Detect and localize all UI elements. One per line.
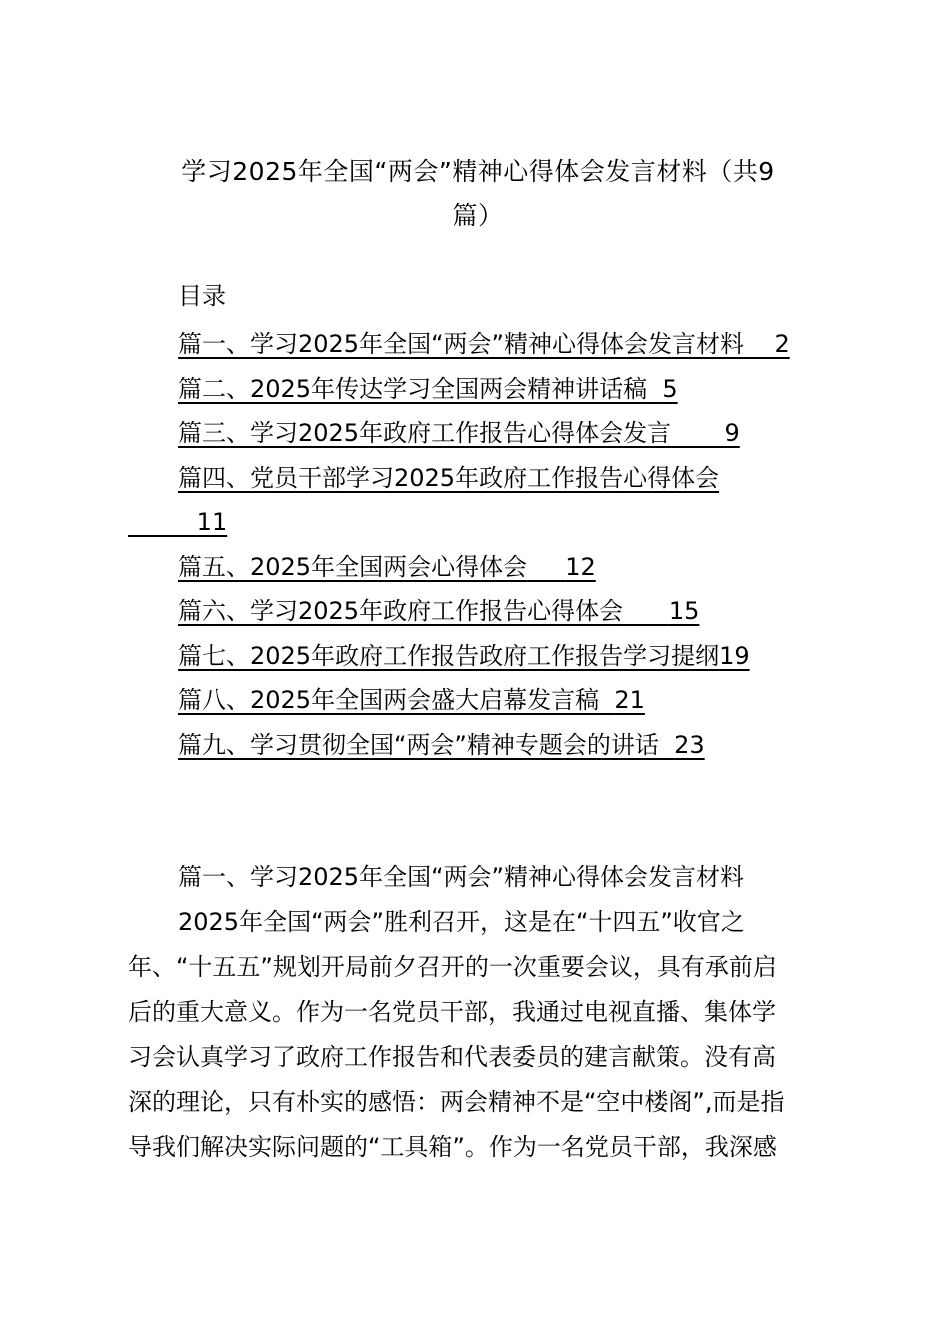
toc-item-9[interactable] — [128, 723, 848, 768]
toc-item-label: 篇七、2025年政府工作报告政府工作报告学习提纲 — [178, 641, 720, 670]
title-line-2: 篇） — [452, 201, 504, 230]
toc-item-page: 19 — [719, 641, 750, 670]
toc-item-page: 11 — [196, 508, 228, 536]
title-line-1: 学习2025年全国“两会”精神心得体会发言材料（共9 — [181, 157, 775, 186]
toc-link-4[interactable] — [178, 464, 848, 545]
document-title — [128, 150, 828, 238]
toc-link-7[interactable] — [178, 642, 750, 670]
paragraph-line: 深的理论，只有朴实的感悟：两会精神不是“空中楼阁”,而是指 — [128, 1088, 785, 1116]
paragraph-line: 习会认真学习了政府工作报告和代表委员的建言献策。没有高 — [128, 1043, 776, 1071]
toc-item-label: 篇三、学习2025年政府工作报告心得体会发言 — [178, 419, 672, 447]
toc-link-8[interactable] — [178, 686, 645, 714]
toc-heading: 目录 — [178, 282, 226, 310]
toc-item-4[interactable] — [128, 456, 848, 545]
paragraph-line: 年、“十五五”规划开局前夕召开的一次重要会议，具有承前启 — [128, 953, 777, 981]
body-paragraph — [128, 900, 828, 1170]
toc-link-3[interactable] — [178, 419, 740, 447]
toc-item-label: 篇二、2025年传达学习全国两会精神讲话稿 — [178, 374, 648, 403]
toc-item-label: 篇一、学习2025年全国“两会”精神心得体会发言材料 — [178, 330, 744, 358]
toc-item-label: 篇九、学习贯彻全国“两会”精神专题会的讲话 — [178, 730, 659, 759]
toc-item-page: 12 — [565, 552, 596, 581]
toc-item-page: 5 — [662, 374, 678, 403]
toc-item-page: 9 — [724, 419, 740, 447]
toc-link-2[interactable] — [178, 375, 678, 403]
toc-item-3[interactable] — [128, 411, 848, 456]
toc-item-page: 2 — [774, 330, 790, 358]
body-section — [128, 855, 828, 1170]
toc-item-7[interactable] — [128, 634, 848, 679]
toc-link-6[interactable] — [178, 597, 699, 625]
section-heading: 篇一、学习2025年全国“两会”精神心得体会发言材料 — [178, 863, 744, 891]
paragraph-line: 导我们解决实际问题的“工具箱”。作为一名党员干部，我深感 — [128, 1133, 777, 1161]
toc-item-1[interactable] — [128, 322, 848, 367]
toc-link-9[interactable] — [178, 731, 705, 759]
paragraph-line: 后的重大意义。作为一名党员干部，我通过电视直播、集体学 — [128, 998, 776, 1026]
toc-link-1[interactable] — [178, 330, 790, 358]
toc-item-label: 篇五、2025年全国两会心得体会 — [178, 552, 528, 581]
toc-item-page: 15 — [668, 597, 700, 625]
toc-item-8[interactable] — [128, 678, 848, 723]
toc-item-label: 篇六、学习2025年政府工作报告心得体会 — [178, 597, 624, 625]
toc-item-2[interactable] — [128, 367, 848, 412]
toc-item-5[interactable] — [128, 545, 848, 590]
toc-item-label: 篇八、2025年全国两会盛大启幕发言稿 — [178, 686, 600, 714]
toc-item-page: 23 — [674, 730, 705, 759]
toc-item-page: 21 — [614, 686, 645, 714]
toc-link-5[interactable] — [178, 553, 596, 581]
table-of-contents — [128, 322, 848, 767]
toc-item-label: 篇四、党员干部学习2025年政府工作报告心得体会 — [178, 463, 720, 492]
paragraph-line: 2025年全国“两会”胜利召开，这是在“十四五”收官之 — [178, 908, 745, 936]
toc-item-6[interactable] — [128, 589, 848, 634]
